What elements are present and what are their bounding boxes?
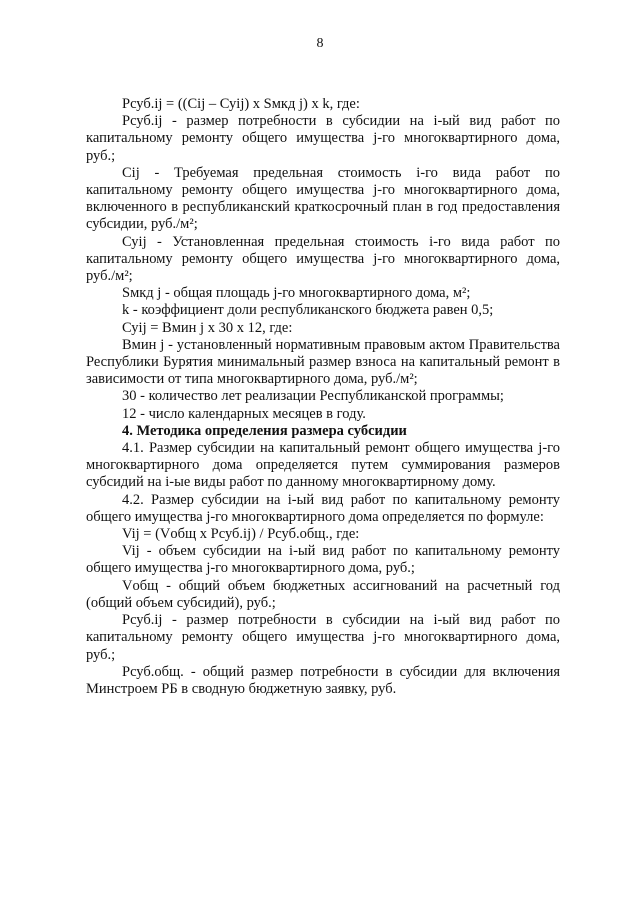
- definition-item: Vij - объем субсидии на i-ый вид работ по капитальному ремонту общего имущества j-го многоквартирного дома, руб.;: [86, 543, 560, 577]
- definition-item: 30 - количество лет реализации Республиканской программы;: [122, 388, 504, 405]
- definition-item: Рсуб.ij - размер потребности в субсидии на i-ый вид работ по капитальному ремонту общего имущества j-го многоквартирного дома, руб.;: [86, 113, 560, 164]
- formula-subsidy-volume: Vij = (Vобщ х Рсуб.ij) / Рсуб.общ., где:: [122, 526, 360, 543]
- section-paragraph: 4.1. Размер субсидии на капитальный ремонт общего имущества j-го многоквартирного дома определяется путем суммирования размеров субсидий на i-ые виды работ по данному многоквартирному дому.: [86, 440, 560, 491]
- definition-item: 12 - число календарных месяцев в году.: [122, 405, 366, 422]
- definition-item: Рсуб.ij - размер потребности в субсидии на i-ый вид работ по капитальному ремонту общего имущества j-го многоквартирного дома, руб.;: [86, 612, 560, 663]
- definition-item: k - коэффициент доли республиканского бюджета равен 0,5;: [122, 302, 494, 319]
- page-number: 8: [316, 36, 324, 51]
- formula-subsidy-need: Рсуб.ij = ((Сij – Суij) х Sмкд j) х k, где:: [122, 96, 360, 112]
- document-body: [86, 96, 560, 698]
- section-heading: 4. Методика определения размера субсидии: [122, 422, 407, 439]
- definition-item: Вмин j - установленный нормативным правовым актом Правительства Республики Бурятия минимальный размер взноса на капитальный ремонт в зависимости от типа многоквартирного дома, руб./м²;: [86, 336, 560, 388]
- definition-item: Рсуб.общ. - общий размер потребности в субсидии для включения Минстроем РБ в сводную бюджетную заявку, руб.: [86, 663, 560, 697]
- formula-set-cost: Суij = Вмин j х 30 х 12, где:: [122, 319, 293, 336]
- section-paragraph: 4.2. Размер субсидии на i-ый вид работ по капитальному ремонту общего имущества j-го многоквартирного дома определяется по формуле:: [86, 491, 560, 525]
- definition-item: Vобщ - общий объем бюджетных ассигнований на расчетный год (общий объем субсидий), руб.;: [86, 577, 560, 611]
- definition-item: Суij - Установленная предельная стоимость i-го вида работ по капитальному ремонту общего имущества j-го многоквартирного дома, руб./м²;: [86, 233, 560, 285]
- definition-item: Сij - Требуемая предельная стоимость i-го вида работ по капитальному ремонту общего имущества j-го многоквартирного дома, включенного в республиканский краткосрочный план в год предоставления субсидии, руб./м²;: [86, 164, 560, 233]
- definition-item: Sмкд j - общая площадь j-го многоквартирного дома, м²;: [122, 285, 471, 302]
